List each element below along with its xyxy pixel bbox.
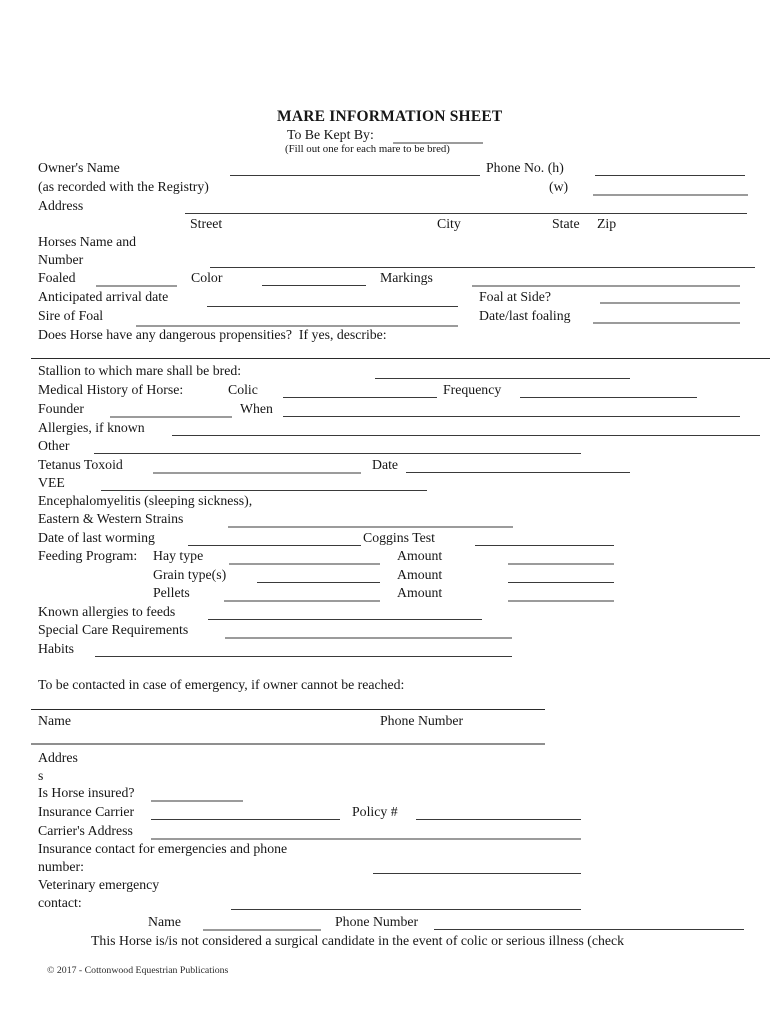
tetanus-date-line[interactable] bbox=[406, 472, 630, 473]
carrier-address-label: Carrier's Address bbox=[38, 823, 133, 838]
anticipated-arrival-line[interactable] bbox=[207, 306, 458, 307]
vet-phone-line[interactable] bbox=[434, 929, 744, 930]
foal-at-side-line[interactable] bbox=[600, 302, 740, 304]
date-last-foaling-label: Date/last foaling bbox=[479, 308, 571, 323]
policy-number-line[interactable] bbox=[416, 819, 581, 820]
grain-type-label: Grain type(s) bbox=[153, 567, 227, 582]
insured-line[interactable] bbox=[151, 800, 243, 802]
city-label: City bbox=[437, 216, 461, 231]
worming-line[interactable] bbox=[188, 545, 361, 546]
insured-label: Is Horse insured? bbox=[38, 785, 135, 800]
colic-label: Colic bbox=[228, 382, 258, 397]
anticipated-arrival-label: Anticipated arrival date bbox=[38, 289, 169, 304]
carrier-address-line[interactable] bbox=[151, 838, 581, 840]
phone-home-label: Phone No. (h) bbox=[486, 160, 564, 175]
phone-work-label: (w) bbox=[549, 179, 569, 194]
grain-type-line[interactable] bbox=[257, 582, 380, 583]
grain-amount-label: Amount bbox=[397, 567, 443, 582]
owners-name-line[interactable] bbox=[230, 175, 480, 176]
pellets-label: Pellets bbox=[153, 585, 190, 600]
markings-line[interactable] bbox=[472, 285, 740, 287]
phone-home-line[interactable] bbox=[595, 175, 745, 176]
coggins-label: Coggins Test bbox=[363, 530, 435, 545]
foal-at-side-label: Foal at Side? bbox=[479, 289, 552, 304]
addres-s-label: s bbox=[38, 768, 44, 783]
horses-name-line[interactable] bbox=[210, 267, 755, 268]
tetanus-date-label: Date bbox=[372, 457, 399, 472]
foaled-label: Foaled bbox=[38, 270, 76, 285]
when-label: When bbox=[240, 401, 273, 416]
colic-line[interactable] bbox=[283, 397, 437, 398]
section-divider-rule bbox=[31, 358, 770, 359]
allergies-line[interactable] bbox=[172, 435, 760, 436]
feed-allergies-label: Known allergies to feeds bbox=[38, 604, 176, 619]
color-label: Color bbox=[191, 270, 223, 285]
feed-allergies-line[interactable] bbox=[208, 619, 482, 620]
registry-note-label: (as recorded with the Registry) bbox=[38, 179, 209, 194]
special-care-label: Special Care Requirements bbox=[38, 622, 189, 637]
insurance-carrier-line[interactable] bbox=[151, 819, 340, 820]
addres-label: Addres bbox=[38, 750, 78, 765]
insurance-contact-label-1: Insurance contact for emergencies and phone bbox=[38, 841, 288, 856]
vee-line[interactable] bbox=[101, 490, 427, 491]
markings-label: Markings bbox=[380, 270, 433, 285]
tetanus-label: Tetanus Toxoid bbox=[38, 457, 123, 472]
stallion-label: Stallion to which mare shall be bred: bbox=[38, 363, 242, 378]
encephalomyelitis-label: Encephalomyelitis (sleeping sickness), bbox=[38, 493, 253, 508]
vet-contact-line[interactable] bbox=[231, 909, 581, 910]
insurance-carrier-label: Insurance Carrier bbox=[38, 804, 135, 819]
frequency-label: Frequency bbox=[443, 382, 502, 397]
emergency-phone-label: Phone Number bbox=[380, 713, 464, 728]
grain-amount-line[interactable] bbox=[508, 582, 614, 583]
habits-line[interactable] bbox=[95, 656, 512, 657]
insurance-contact-label-2: number: bbox=[38, 859, 84, 874]
frequency-line[interactable] bbox=[520, 397, 697, 398]
street-label: Street bbox=[190, 216, 223, 231]
special-care-line[interactable] bbox=[225, 637, 512, 639]
other-label: Other bbox=[38, 438, 70, 453]
surgical-candidate-label: This Horse is/is not considered a surgical candidate in the event of colic or serious illness (check bbox=[91, 933, 625, 948]
pellets-amount-label: Amount bbox=[397, 585, 443, 600]
hay-amount-label: Amount bbox=[397, 548, 443, 563]
fill-note-label: (Fill out one for each mare to be bred) bbox=[285, 143, 450, 155]
dangerous-propensities-label: Does Horse have any dangerous propensities? If yes, describe: bbox=[38, 327, 387, 342]
phone-work-line[interactable] bbox=[593, 194, 748, 196]
emergency-name-rule[interactable] bbox=[31, 709, 545, 710]
vet-name-line[interactable] bbox=[203, 929, 321, 931]
page-title: MARE INFORMATION SHEET bbox=[277, 108, 503, 125]
other-line[interactable] bbox=[94, 453, 581, 454]
tetanus-line[interactable] bbox=[153, 472, 361, 474]
medical-history-label: Medical History of Horse: bbox=[38, 382, 184, 397]
emergency-name-label: Name bbox=[38, 713, 71, 728]
policy-number-label: Policy # bbox=[352, 804, 398, 819]
when-line[interactable] bbox=[283, 416, 740, 417]
feeding-program-label: Feeding Program: bbox=[38, 548, 138, 563]
stallion-line[interactable] bbox=[375, 378, 630, 379]
founder-label: Founder bbox=[38, 401, 84, 416]
copyright-label: © 2017 - Cottonwood Equestrian Publications bbox=[47, 965, 229, 976]
state-label: State bbox=[552, 216, 580, 231]
insurance-contact-line[interactable] bbox=[373, 873, 581, 874]
sire-of-foal-label: Sire of Foal bbox=[38, 308, 104, 323]
date-last-foaling-line[interactable] bbox=[593, 322, 740, 324]
founder-line[interactable] bbox=[110, 416, 232, 418]
strains-label: Eastern & Western Strains bbox=[38, 511, 184, 526]
pellets-line[interactable] bbox=[224, 600, 380, 602]
zip-label: Zip bbox=[597, 216, 617, 231]
horses-name-label-2: Number bbox=[38, 252, 84, 267]
emergency-contact-label: To be contacted in case of emergency, if owner cannot be reached: bbox=[38, 677, 405, 692]
emergency-address-rule[interactable] bbox=[31, 743, 545, 745]
vet-phone-label: Phone Number bbox=[335, 914, 419, 929]
habits-label: Habits bbox=[38, 641, 75, 656]
horses-name-label-1: Horses Name and bbox=[38, 234, 137, 249]
strains-line[interactable] bbox=[228, 526, 513, 528]
allergies-label: Allergies, if known bbox=[38, 420, 145, 435]
hay-type-line[interactable] bbox=[229, 563, 380, 565]
kept-by-label: To Be Kept By: bbox=[287, 127, 374, 142]
worming-label: Date of last worming bbox=[38, 530, 155, 545]
coggins-line[interactable] bbox=[475, 545, 614, 546]
owners-name-label: Owner's Name bbox=[38, 160, 120, 175]
vet-emergency-label-2: contact: bbox=[38, 895, 82, 910]
color-line[interactable] bbox=[262, 285, 366, 286]
address-line[interactable] bbox=[185, 213, 747, 214]
hay-type-label: Hay type bbox=[153, 548, 204, 563]
foaled-line[interactable] bbox=[96, 285, 177, 287]
address-label: Address bbox=[38, 198, 84, 213]
vet-name-label: Name bbox=[148, 914, 181, 929]
vee-label: VEE bbox=[38, 475, 65, 490]
vet-emergency-label-1: Veterinary emergency bbox=[38, 877, 160, 892]
pellets-amount-line[interactable] bbox=[508, 600, 614, 602]
hay-amount-line[interactable] bbox=[508, 563, 614, 565]
